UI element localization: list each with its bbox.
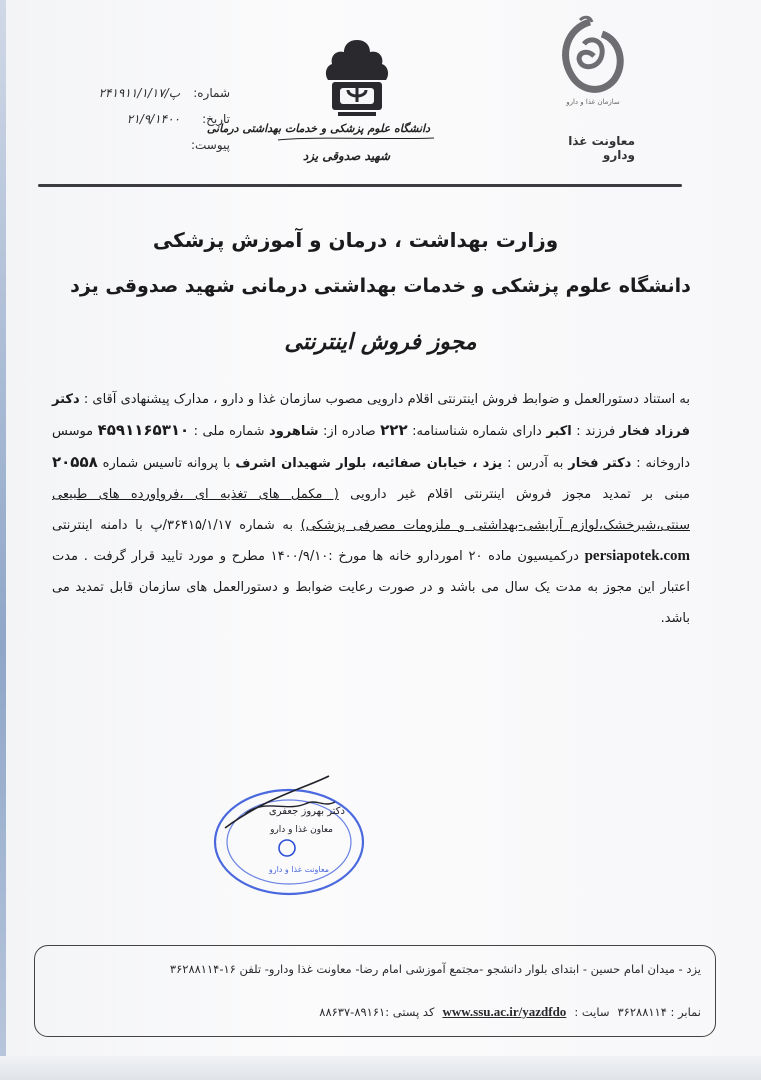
body-paragraph: [52, 384, 690, 634]
date-label: تاریخ:: [202, 112, 230, 126]
deputy-label: معاونت غذا ودارو: [568, 134, 635, 162]
body-text-h: با پروانه تاسیس شماره: [97, 456, 236, 471]
header-divider: [38, 184, 682, 187]
letter-body: [52, 384, 690, 634]
father-name: اکبر: [546, 424, 572, 439]
date-value: ۲۱/۹/۱۴۰۰: [126, 112, 180, 126]
calligraphy-line-1: دانشگاه علوم پزشکی و خدمات بهداشتی درمانی: [206, 122, 430, 135]
footer-postal: کد پستی :۸۹۱۶۱-۸۸۶۳۷: [319, 1005, 435, 1019]
fda-caption: سازمان غذا و دارو: [566, 98, 620, 106]
signer-name: دکتر بهروز جعفری: [268, 806, 345, 817]
footer-website-link[interactable]: www.ssu.ac.ir/yazdfdo: [442, 1004, 567, 1019]
national-id: ۴۵۹۱۱۶۵۳۱۰: [97, 421, 190, 439]
attachment-label: پیوست:: [190, 138, 230, 152]
university-emblem-icon: [322, 38, 392, 116]
page-bottom-shadow: [0, 1056, 761, 1080]
footer-fax: نمابر : ۳۶۲۸۸۱۱۴: [617, 1005, 701, 1019]
letter-metadata: [80, 86, 230, 164]
pharmacy-name: دکتر فخار: [568, 456, 632, 471]
number-label: شماره:: [193, 86, 230, 100]
university-title: دانشگاه علوم پزشکی و خدمات بهداشتی درمانی شهید صدوقی یزد: [70, 275, 691, 297]
number-row: [80, 86, 230, 112]
letter-footer: [34, 945, 716, 1037]
fda-logo-icon: [550, 14, 630, 110]
body-text-e: شماره ملی :: [189, 424, 270, 439]
items-list: ( مکمل های تغذیه ای ،فرواورده های طبیعی سنتی،شیرخشک،لوازم آرایشی-بهداشتی و ملزومات مصرفی پزشکی): [52, 487, 691, 533]
body-text-b: فرزند :: [571, 424, 620, 439]
official-stamp: [205, 768, 370, 903]
date-row: [80, 112, 230, 138]
birth-city: شاهرود: [269, 424, 319, 439]
pharmacy-address: یزد ، خیابان صفائیه، بلوار شهیدان اشرف: [235, 456, 503, 471]
id-number: ۲۲۲: [380, 421, 408, 439]
calligraphy-line-2: شهید صدوقی یزد: [302, 149, 390, 163]
stamp-text: معاونت غذا و دارو: [268, 865, 329, 874]
number-value: ۲۴۱۹۱۱/۱/۱۷/پ: [98, 86, 180, 100]
body-text-g: به آدرس :: [502, 456, 569, 471]
body-text-i: مبنی بر تمدید مجوز فروش اینترنتی اقلام غیر دارویی: [338, 487, 690, 502]
signer-title: معاون غذا و دارو: [270, 825, 333, 835]
footer-contact-row: [41, 1004, 701, 1020]
attachment-row: [80, 138, 230, 164]
body-text-d: صادره از:: [318, 424, 381, 439]
body-text-l: درکمیسیون ماده ۲۰ اموردارو خانه ها مورخ :۱۴۰۰/۹/۱۰ مطرح و مورد تایید قرار گرفت . مدت اعتبار این مجوز به مدت یک سال می باشد و در صورت رعایت ضوابط و دستورالعمل های سازمان قابل تمدید می باشد.: [52, 549, 690, 626]
footer-address: یزد - میدان امام حسین - ابتدای بلوار دانشجو -مجتمع آموزشی امام رضا- معاونت غذا ودارو- تلفن ۱۶-۳۶۲۸۸۱۱۴: [169, 962, 701, 976]
license-title: مجوز فروش اینترنتی: [284, 330, 477, 355]
body-text-a: به استناد دستورالعمل و ضوابط فروش اینترنتی اقلام دارویی مصوب سازمان غذا و دارو ، مدارک پیشنهادی آقای :: [79, 392, 690, 407]
body-text-k: با دامنه اینترنتی: [52, 518, 151, 533]
letter-number: ۳۶۴۱۵/۱/۱۷/پ: [150, 518, 232, 533]
license-number: ۲۰۵۵۸: [52, 453, 98, 471]
body-text-c: دارای شماره شناسنامه:: [407, 424, 547, 439]
body-text-j: به شماره: [231, 518, 301, 533]
footer-site-label: سایت :: [574, 1005, 610, 1019]
applicant-name: دکتر فرزاد فخار: [52, 392, 690, 439]
page-edge-shadow: [0, 0, 6, 1080]
internet-domain: persiapotek.com: [584, 548, 690, 564]
body-text-f: موسس داروخانه :: [52, 424, 691, 471]
ministry-title: وزارت بهداشت ، درمان و آموزش پزشکی: [152, 228, 559, 252]
